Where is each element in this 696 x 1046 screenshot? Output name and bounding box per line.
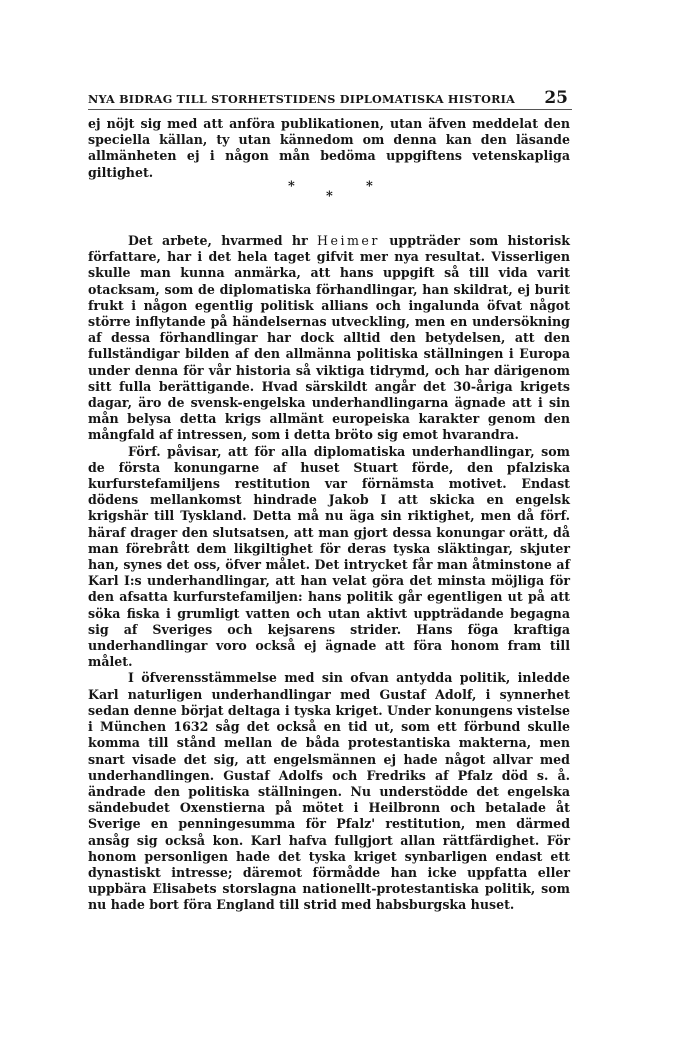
paragraph-1-lead: Det arbete, hvarmed hr: [128, 233, 308, 248]
continued-paragraph: ej nöjt sig med att anföra publikationen, utan äfven meddelat den speciella källan, ty utan kännedom om denna kan den läsande allmänheten ej i någon mån bedöma uppgiftens vetenskapliga giltighet.: [88, 116, 570, 180]
asterisk-left: *: [288, 179, 295, 194]
section-separator: [280, 176, 390, 216]
running-header: [88, 88, 568, 110]
review-body: [88, 233, 570, 914]
paragraph-3: I öfverensstämmelse med sin ofvan antydda politik, inledde Karl naturligen underhandlingar med Gustaf Adolf, i synnerhet sedan denne börjat deltaga i tyska kriget. Under konungens vistelse i München 1632 såg det också en tid ut, som ett förbund skulle komma till stånd mellan de båda protestantiska makterna, men snart visade det sig, att engelsmännen ej hade något allvar med underhandlingen. Gustaf Adolfs och Fredriks af Pfalz död s. å. ändrade den politiska ställningen. Nu understödde det engelska sändebudet Oxenstierna på mötet i Heilbronn och betalade åt Sverige en penningesumma för Pfalz' restitution, men därmed ansåg sig också kon. Karl hafva fullgjort allan rättfärdighet. För honom personligen hade det tyska kriget synbarligen endast ett dynastiskt intresse; däremot förmådde han icke uppfatta eller uppbära Elisabets storslagna nationellt-protestantiska politik, som nu hade bort föra England till strid med habsburgska huset.: [88, 670, 570, 913]
page-number: 25: [544, 88, 568, 108]
running-title: NYA BIDRAG TILL STORHETSTIDENS DIPLOMATISKA HISTORIA: [88, 92, 516, 106]
paragraph-1-rest: uppträder som historisk författare, har i det hela taget gifvit mer nya resultat. Visserligen skulle man kunna anmärka, att hans uppgift så till vida varit otacksam, som de diplomatiska förhandlingar, han skildrat, ej burit frukt i någon egentlig politisk allians och ingalunda öfvat något större inflytande på händelsernas utveckling, men en undersökning af dessa förhandlingar har dock alltid den betydelsen, att den fullständigar bilden af den allmänna politiska ställningen i Europa under denna för vår historia så viktiga tidrymd, och har därigenom sitt fulla berättigande. Hvad särskildt angår det 30-åriga krigets dagar, äro de svensk-engelska underhandlingarna ägnade att i sin mån belysa detta krigs allmänt europeiska karakter genom den mångfald af intressen, som i detta bröto sig emot hvarandra.: [88, 233, 570, 443]
paragraph-1: [88, 233, 570, 444]
author-name: Heimer: [317, 233, 380, 248]
paragraph-2: Förf. påvisar, att för alla diplomatiska underhandlingar, som de första konungarne af huset Stuart förde, den pfalziska kurfurstefamiljens restitution var förnämsta motivet. Endast dödens mellankomst hindrade Jakob I att skicka en engelsk krigshär till Tyskland. Detta må nu äga sin riktighet, men då förf. häraf drager den slutsatsen, att man gjort dessa konungar orätt, då man förebrått dem likgiltighet för deras tyska släktingar, skjuter han, synes det oss, öfver målet. Det intrycket får man åtminstone af Karl I:s underhandlingar, att han velat göra det minsta möjliga för den afsatta kurfurstefamiljen: hans politik går egentligen ut på att söka fiska i grumligt vatten och utan aktivt uppträdande begagna sig af Sveriges och kejsarens strider. Hans föga kraftiga underhandlingar voro också ej ägnade att föra honom fram till målet.: [88, 443, 570, 670]
header-rule: [88, 109, 572, 110]
continued-paragraph-block: [88, 116, 570, 181]
asterisk-right: *: [366, 179, 373, 194]
asterisk-middle: *: [326, 189, 333, 204]
